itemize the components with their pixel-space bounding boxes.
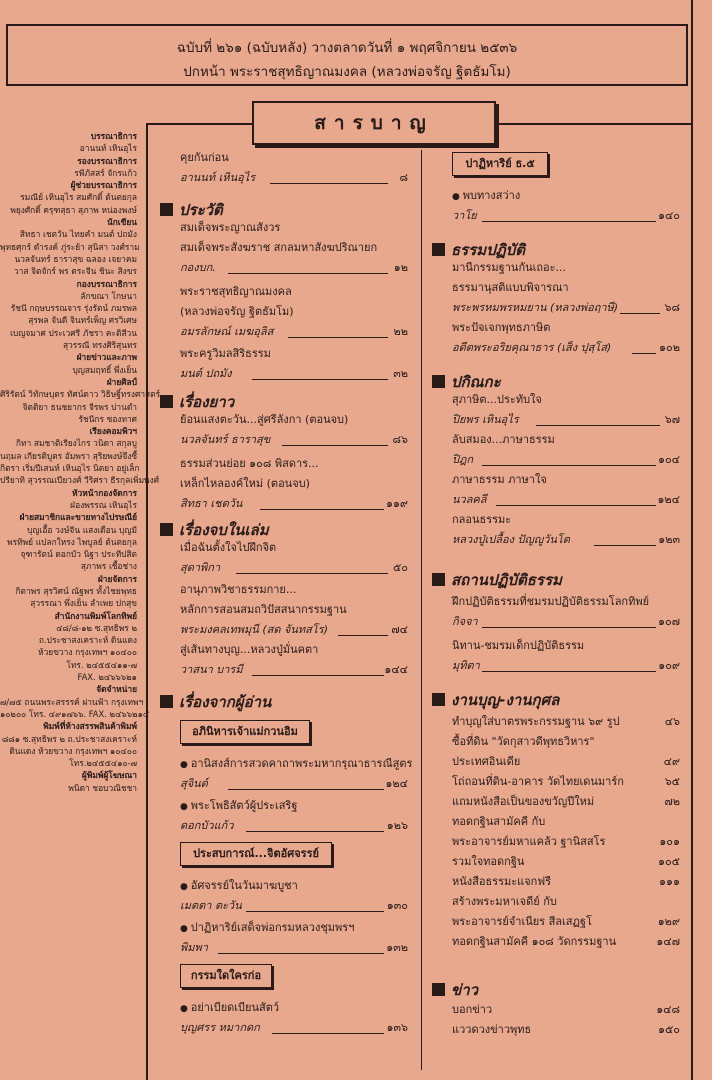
entry-title-line2: (หลวงพ่อจรัญ ฐิตธัมโม)	[180, 305, 294, 318]
entry-author: พระมงคลเทพมุนี (สด จันทสโร)	[180, 623, 329, 636]
entry-page: ๖๘	[664, 301, 680, 314]
entry-author: ปิฎก	[452, 453, 474, 466]
staff-name: บุญสมฤทธิ์ พึ่งเย็น	[72, 364, 137, 375]
row-page: ๖๕	[664, 775, 680, 788]
staff-role-heading: พิมพ์ที่ห้างสรรพสินค้าพิมพ์	[43, 721, 137, 732]
staff-name: จิตติยา ธนชยากร จีรพร ปานดำ	[22, 401, 137, 412]
staff-name: รพีภัสสร์ จักรแก้ว	[74, 167, 137, 178]
entry-page: ๗๔	[391, 623, 408, 636]
leader-line	[236, 573, 388, 574]
entry-author: มนต์ ปถมัง	[180, 367, 232, 380]
entry-page: ๕๐	[392, 561, 408, 574]
toc-entry[interactable]	[180, 148, 408, 188]
entry-author: อดีตพระอริยคุณาธาร (เส็ง ปุสฺโส)	[452, 341, 612, 354]
toc-entry[interactable]	[180, 538, 408, 578]
staff-name: ๗/๗๕ ถนนพระสรรรค์ ผ่านฟ้า กรุงเทพฯ	[0, 696, 144, 707]
square-bullet-icon	[432, 573, 445, 586]
staff-name: เบญจมาศ ประเวศรี ภัชรา คะติสีวน	[10, 327, 137, 338]
cover-info: ปกหน้า พระราชสุทธิญาณมงคล (หลวงพ่อจรัญ ฐิตธัมโม)	[183, 64, 511, 80]
section-heading: ปกิณกะ	[432, 370, 501, 394]
leader-line	[632, 353, 656, 354]
staff-name: รมณีย์ เหินอุไร สมศักดิ์ ต้นตยกุล	[20, 192, 137, 203]
staff-name: ดินแดง ห้วยขวาง กรุงเทพฯ ๑๐๔๐๐	[9, 745, 137, 756]
staff-name: สุภาพร เชื้อช่าง	[80, 561, 137, 572]
entry-title: อานุภาพวิชาธรรมกาย...	[180, 583, 297, 596]
leader-line	[482, 627, 656, 628]
staff-role-heading: หัวหน้ากองจัดการ	[72, 487, 137, 498]
subsection-box: กรรมใดใครก่อ	[180, 964, 272, 988]
staff-name: สุรพล จันดี จินทร์เพ็ญ ศรวิเศษ	[28, 315, 137, 326]
staff-name: วาส จิตจักร์ พร ตระจีน ชินะ สิงขร	[13, 266, 137, 277]
entry-title: สุภาษิต...ประทับใจ	[452, 393, 542, 406]
row-page: ๔๖	[664, 715, 680, 728]
staff-role-heading: นักเขียน	[106, 217, 137, 228]
staff-role-heading: รองบรรณาธิการ	[77, 155, 137, 166]
toc-entry[interactable]	[180, 796, 408, 836]
row-title: โถ่ถอนที่ดิน-อาคาร วัดไทยเดนมาร์ก	[452, 775, 624, 788]
section-heading: ธรรมปฏิบัติ	[432, 238, 525, 262]
toc-row[interactable]	[452, 772, 680, 792]
row-page: ๔๙	[663, 755, 680, 768]
toc-entry[interactable]	[180, 998, 408, 1038]
toc-entry[interactable]	[180, 410, 408, 450]
entry-title: ● อัศจรรย์ในวันมาฆบูชา	[180, 876, 408, 896]
staff-name: ปรียาทิ สุวรรณเปียวงศ์ วีริศรา ธีรกุลเพิ่มพงศ์	[0, 475, 160, 486]
toc-entry[interactable]	[452, 318, 680, 358]
entry-title: ● อานิสงส์การสวดคาถาพระมหากรุณาธารณีสูตร	[180, 754, 408, 774]
entry-author: กิจจา	[452, 615, 478, 628]
row-title: ซื้อที่ดิน "วัดกุสาวดีพุทธวิหาร"	[452, 735, 595, 748]
square-bullet-icon	[160, 203, 173, 216]
subsection-box: ปาฏิหาริย์ ธ.๕	[452, 152, 548, 176]
staff-name: รัชนีกร ซองทาศ	[78, 413, 137, 424]
entry-author: อมรลักษณ์ เมฆอุลิส	[180, 325, 274, 338]
staff-role-heading: ฝ่ายสมาชิกและขายทางไปรษณีย์	[19, 512, 137, 523]
row-title: ทอดกฐินสามัคคี ๑๐๘ วัดกรรมฐาน	[452, 935, 617, 948]
entry-page: ๑๒๔	[657, 493, 680, 506]
staff-name: พุทธศุกร์ ดำรงค์ ภู่ระย้า สุนิสา วงศ์ราม	[0, 241, 140, 252]
entry-page: ๑๓๖	[386, 1021, 408, 1034]
entry-page: ๖๗	[664, 413, 680, 426]
entry-author: วาโย	[452, 209, 477, 222]
leader-line	[482, 221, 656, 222]
toc-row[interactable]	[452, 832, 680, 852]
entry-author: พิมพา	[180, 941, 208, 954]
staff-name: สุวรรณา พึ่งเย็น ลำเพย ปกสุข	[30, 598, 137, 609]
entry-author: วาสนา บารมี	[180, 663, 243, 676]
entry-author: พระพรหมพรหมยาน (หลวงพ่อฤาษี)	[452, 301, 619, 314]
entry-page: ๓๒	[393, 367, 408, 380]
staff-name: ๑๐๒๐๐ โทร. ๔๙๑๗๖๖. FAX. ๒๔๖๖๒๑๔	[0, 708, 150, 719]
toc-entry[interactable]	[180, 454, 408, 514]
row-title: พระอาจารย์มหาแคล้ว ฐานิสสโร	[452, 835, 606, 848]
toc-entry[interactable]	[180, 218, 408, 278]
toc-row[interactable]	[452, 752, 680, 772]
entry-page: ๑๒	[393, 261, 408, 274]
staff-role-heading: ผู้ช่วยบรรณาธิการ	[70, 180, 137, 191]
toc-entry[interactable]	[452, 636, 680, 676]
row-page: ๑๐๕	[657, 855, 680, 868]
entry-author: สุจินต์	[180, 777, 208, 790]
entry-title-line2: หลักการสอนสมถวิปัสสนากรรมฐาน	[180, 603, 347, 616]
toc-entry[interactable]	[180, 344, 408, 384]
column-divider	[421, 150, 422, 1070]
entry-page: ๑๓๒	[386, 941, 408, 954]
entry-title: สู่เส้นทางบุญ...หลวงปู่มั่นคตา	[180, 643, 319, 656]
entry-title: ธรรมส่วนย่อย ๑๐๘ พิสดาร...	[180, 457, 319, 470]
row-page: ๑๐๑	[659, 835, 680, 848]
toc-entry[interactable]	[452, 510, 680, 550]
row-page: ๑๔๘	[656, 1003, 680, 1016]
entry-title: ● พระโพธิสัตว์ผู้ประเสริฐ	[180, 796, 408, 816]
section-heading: เรื่องยาว	[160, 390, 234, 414]
toc-entry[interactable]	[452, 390, 680, 430]
toc-row[interactable]	[452, 852, 680, 872]
staff-role-heading: ผู้พิมพ์ผู้โฆษณา	[81, 770, 137, 781]
section-heading: เรื่องจากผู้อ่าน	[160, 690, 271, 714]
leader-line	[270, 183, 388, 184]
entry-page: ๑๐๔	[657, 453, 680, 466]
leader-line	[218, 953, 384, 954]
entry-page: ๑๔๔	[384, 663, 408, 676]
staff-role-heading: จัดจำหน่าย	[96, 684, 137, 695]
toc-entry[interactable]	[180, 640, 408, 680]
entry-author: สุดาพิกา	[180, 561, 221, 574]
issue-info: ฉบับที่ ๒๖๑ (ฉบับหลัง) วางตลาดวันที่ ๑ พฤศจิกายน ๒๕๓๖	[176, 40, 518, 56]
square-bullet-icon	[432, 375, 445, 388]
staff-name: กิตาพร สุรวิศน์ ณัฐพร ทั้งไชยพุทธ	[15, 585, 137, 596]
entry-author: กองบก.	[180, 261, 216, 274]
toc-row[interactable]	[452, 792, 680, 812]
row-page: ๑๒๙	[657, 915, 680, 928]
square-bullet-icon	[432, 693, 445, 706]
entry-page: ๑๐๒	[659, 341, 680, 354]
entry-title: นิทาน-ชมรมเด็กปฏิบัติธรรม	[452, 639, 585, 652]
row-title: บอกข่าว	[452, 1003, 493, 1016]
entry-page: ๑๔๐	[657, 209, 680, 222]
entry-page: ๑๑๙	[385, 497, 408, 510]
toc-row[interactable]	[452, 712, 680, 732]
staff-role-heading: ฝ่ายจัดการ	[97, 573, 137, 584]
entry-author: บุญศรร หมากดก	[180, 1021, 260, 1034]
toc-row[interactable]	[452, 912, 680, 932]
toc-row[interactable]	[452, 872, 680, 892]
staff-name: นฤมล เกียรติบูตร อัมพรา สุริยพงษ์จึงซื้	[0, 450, 138, 461]
leader-line	[246, 911, 384, 912]
toc-entry[interactable]	[180, 876, 408, 916]
entry-page: ๑๓๐	[386, 899, 408, 912]
entry-title: กลอนธรรมะ	[452, 513, 512, 526]
row-title: ทำบุญใส่บาตรพระกรรมฐาน ๖๙ รูป	[452, 715, 620, 728]
row-title: ทอดกฐินสามัคคี กับ	[452, 815, 546, 828]
entry-page: ๘๖	[392, 433, 408, 446]
toc-entry[interactable]	[452, 470, 680, 510]
staff-name: พยุงศักดิ์ ครุฑสุธา สุภาพ หน่องพงษ์	[10, 204, 137, 215]
staff-credits	[0, 130, 161, 794]
entry-title-line2: เหล็กไหลองค์ใหม่ (ตอนจบ)	[180, 477, 310, 490]
entry-title: ย้อนแสงตะวัน...สู่ศรีลังกา (ตอนจบ)	[180, 413, 349, 426]
staff-name: อานนท์ เหินอุไร	[79, 143, 137, 154]
row-title: สร้างพระมหาเจดีย์ กับ	[452, 895, 557, 908]
row-title: ประเทศอินเดีย	[452, 755, 521, 768]
staff-name: ๘๘๑ ซ.สุทธิพร ๒ ถ.ประชาสงเคราะห์	[1, 733, 137, 744]
leader-line	[228, 273, 388, 274]
toc-entry[interactable]	[180, 282, 408, 342]
entry-title-line2: สมเด็จพระสังฆราช สกลมหาสังฆปริณายก	[180, 241, 378, 254]
entry-author: เมตตา ตะวัน	[180, 899, 242, 912]
entry-title: สมเด็จพระญาณสังวร	[180, 221, 281, 234]
entry-title-line2: ธรรมานุสติแบบพิจารณา	[452, 281, 569, 294]
row-title: แววดวงข่าวพุทธ	[452, 1023, 532, 1036]
leader-line	[252, 379, 388, 380]
entry-page: ๑๐๙	[658, 659, 680, 672]
leader-line	[252, 675, 384, 676]
toc-row[interactable]	[452, 932, 680, 952]
toc-row[interactable]	[452, 732, 680, 752]
toc-entry[interactable]	[452, 186, 680, 226]
square-bullet-icon	[160, 395, 173, 408]
leader-line	[482, 671, 656, 672]
staff-name: โทร. ๒๔๕๕๔๑๑-๗	[66, 659, 137, 670]
entry-title: ภาษาธรรม ภาษาใจ	[452, 473, 547, 486]
staff-name: กิทา สมชาติเรียงไกร วนิดา สกุลบู	[15, 438, 137, 449]
entry-title: ● พบทางสว่าง	[452, 186, 680, 206]
leader-line	[246, 831, 384, 832]
staff-name: ๔๘/๘-๑๒ ซ.สุทธิพร ๒	[56, 622, 137, 633]
toc-entry[interactable]	[452, 258, 680, 318]
row-page: ๗๒	[664, 795, 680, 808]
staff-name: รัชนี กฤษบรรณจาร รุ่งรัตน์ ภมรพล	[10, 303, 137, 314]
staff-name: ศิริรัตน์ วิทักษบุตร ทัศน์ดาว วิธิษฐิ์ทรงศาสตร์	[0, 389, 161, 400]
entry-title: ฝึกปฏิบัติธรรมที่ชมรมปฏิบัติธรรมโลกทิพย์	[452, 595, 650, 608]
row-page: ๑๕๐	[657, 1023, 680, 1036]
leader-line	[620, 313, 660, 314]
staff-role-heading: ฝ่ายศิลป์	[106, 376, 137, 387]
entry-author: ปิยพร เหินอุไร	[452, 413, 519, 426]
entry-author: นวลจันทร์ ธาราสุข	[180, 433, 271, 446]
toc-row[interactable]	[452, 1020, 680, 1040]
toc-entry[interactable]	[180, 754, 413, 794]
toc-row[interactable]	[452, 892, 680, 912]
staff-role-heading: กองบรรณาธิการ	[76, 278, 137, 289]
section-heading: ข่าว	[432, 978, 478, 1002]
leader-line	[496, 505, 656, 506]
entry-title: พระราชสุทธิญาณมงคล	[180, 285, 292, 298]
row-title: แถมหนังสือเป็นของขวัญปีใหม่	[452, 795, 595, 808]
square-bullet-icon	[432, 983, 445, 996]
entry-author: ดอกบัวแก้ว	[180, 819, 234, 832]
staff-name: พนิดา ชอบวณิชชา	[68, 782, 137, 793]
staff-name: ห้วยขวาง กรุงเทพฯ ๑๐๔๐๐	[38, 647, 137, 658]
toc-entry[interactable]	[180, 580, 408, 640]
entry-title: คุยกันก่อน	[180, 151, 229, 164]
row-title: พระอาจารย์จำเนียร สีลเสฏฐโ	[452, 915, 592, 928]
entry-author: นวลคลี	[452, 493, 487, 506]
toc-entry[interactable]	[180, 918, 408, 958]
staff-name: บุญเอื้อ วงษ์จีน แสงเดือน บุญมี	[27, 524, 137, 535]
leader-line	[282, 445, 388, 446]
square-bullet-icon	[432, 243, 445, 256]
leader-line	[482, 465, 656, 466]
staff-name: ลักขณา โกษนา	[80, 290, 137, 301]
entry-title: ● อย่าเบียดเบียนสัตว์	[180, 998, 408, 1018]
staff-name: กิตรา เริ่มปีเสนห์ เหินอุไร นิตยา อยู่เล็ก	[0, 463, 140, 474]
entry-page: ๒๒	[393, 325, 408, 338]
entry-title: ลับสมอง...ภาษาธรรม	[452, 433, 555, 446]
staff-name: จุฑารัตน์ ดอกบัว นิฐา ประทีปสิต	[20, 549, 137, 560]
entry-page: ๑๒๓	[658, 533, 680, 546]
staff-name: พรทิพย์ แปลกใหรง ไพบูลย์ ต้นตยกุล	[7, 536, 137, 547]
entry-page: ๑๐๗	[658, 615, 680, 628]
toc-row[interactable]	[452, 812, 680, 832]
leader-line	[260, 509, 384, 510]
entry-title: มานีกรรมฐานกันเถอะ...	[452, 261, 567, 274]
staff-role-heading: สำนักงานพิมพ์โลกทิพย์	[54, 610, 137, 621]
staff-role-heading: เรียงคอมพิวฯ	[89, 426, 137, 437]
row-title: รวมใจทอดกฐิน	[452, 855, 525, 868]
staff-name: ถ.ประชาสงเคราะห์ ดินแดง	[38, 635, 137, 646]
entry-author: สิทธา เชตวัน	[180, 497, 243, 510]
section-heading: งานบุญ-งานกุศล	[432, 688, 559, 712]
section-heading: สถานปฏิบัติธรรม	[432, 568, 562, 592]
section-heading: เรื่องจบในเล่ม	[160, 518, 269, 542]
row-title: หนังสือธรรมะแจกฟรี	[452, 875, 552, 888]
staff-name: FAX. ๒๔๖๖๖๒๑	[77, 672, 137, 683]
page-right-rule	[691, 0, 693, 1080]
staff-role-heading: ฝ่ายข่าวและภาพ	[76, 352, 137, 363]
leader-line	[228, 789, 384, 790]
toc-row[interactable]	[452, 1000, 680, 1020]
contents-frame-left	[146, 123, 148, 1080]
entry-page: ๑๒๔	[385, 777, 408, 790]
entry-author: หลวงปู่เปลื้อง ปัญญูวันโต	[452, 533, 570, 546]
entry-title: พระครูวิมลสิริธรรม	[180, 347, 271, 360]
entry-author: มุทิตา	[452, 659, 480, 672]
staff-name: นวลจันทร์ ธาราสุข ฉลอง เจยาคม	[14, 253, 137, 264]
staff-name: สิทธา เชตวัน ไทยคำ มนต์ ปถมัง	[19, 229, 137, 240]
section-heading: ประวัติ	[160, 198, 223, 222]
entry-title: พระปัจเจกพุทธภาษิต	[452, 321, 551, 334]
staff-name: สุวรรณี ทรงศิริสุนทร	[62, 340, 137, 351]
leader-line	[338, 635, 388, 636]
subsection-box: อภินิหารเจ้าแม่กวนอิม	[180, 720, 310, 744]
square-bullet-icon	[160, 523, 173, 536]
row-page: ๑๔๗	[656, 935, 680, 948]
leader-line	[288, 337, 388, 338]
subsection-box: ประสบการณ์...จิตอัศจรรย์	[180, 842, 332, 866]
staff-name: ฝ่องพรรณ เหินอุไร	[70, 499, 137, 510]
entry-title: ● ปาฏิหาริย์เสด็จพ่อกรมหลวงชุมพรฯ	[180, 918, 408, 938]
row-page: ๑๑๑	[659, 875, 680, 888]
leader-line	[536, 425, 660, 426]
leader-line	[594, 545, 656, 546]
contents-title: สารบาญ	[252, 101, 496, 145]
toc-entry[interactable]	[452, 592, 680, 632]
toc-entry[interactable]	[452, 430, 680, 470]
entry-page: ๘	[399, 171, 408, 184]
staff-role-heading: บรรณาธิการ	[90, 131, 137, 141]
staff-name: โทร.๒๔๕๕๔๑๐-๗	[69, 758, 137, 769]
leader-line	[272, 1033, 384, 1034]
entry-author: อานนท์ เหินอุไร	[180, 171, 256, 184]
square-bullet-icon	[160, 695, 173, 708]
entry-page: ๑๒๖	[386, 819, 408, 832]
entry-title: เมื่อฉันตั้งใจไปฝึกจิต	[180, 541, 277, 554]
issue-header	[6, 24, 688, 86]
